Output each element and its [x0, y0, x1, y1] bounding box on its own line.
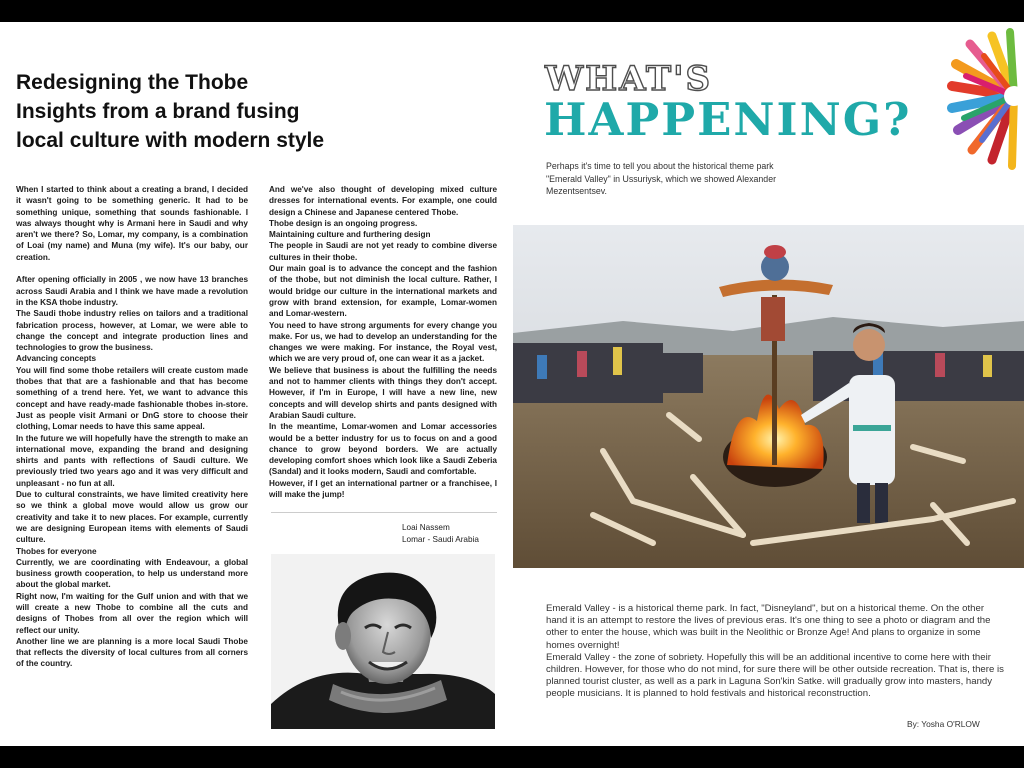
paragraph: Currently, we are coordinating with Endeavour, a global business growth cooperation, to help us understand more about the global market. [16, 557, 248, 590]
festival-illustration [513, 225, 1024, 568]
paragraph: However, if I get an international partner or a franchisee, I will make the jump! [269, 478, 497, 500]
paragraph: Another line we are planning is a more local Saudi Thobe that reflects the diversity of local cultures from all corners of the country. [16, 636, 248, 669]
subheading: Maintaining culture and furthering design [269, 230, 431, 240]
feature-intro: Perhaps it's time to tell you about the historical theme park "Emerald Valley" in Ussuriysk, which we showed Alexander Mezentsentsev. [546, 161, 777, 196]
caption-divider [271, 512, 497, 513]
feature-body [546, 603, 1008, 701]
portrait-illustration [271, 554, 495, 729]
paragraph: After opening officially in 2005 , we now have 13 branches across Saudi Arabia and I think we have made a revolution in the KSA thobe industry. [16, 275, 248, 307]
paragraph: The Saudi thobe industry relies on tailors and a traditional fabrication process, however, at Lomar, we were able to change the concept and integrate production lines and technologies to grow the business. [16, 309, 248, 353]
paragraph: In the meantime, Lomar-women and Lomar accessories would be a better industry for us to focus on and a good chance to grow beyond borders. We are actually developing comfort shoes which look like a Saudi Zeberia (Sandal) and it looks modern, Saudi and comfortable. [269, 422, 497, 477]
paragraph: Due to cultural constraints, we have limited creativity here so we think a global move would allow us grow our creativity and take it to new places. For example, currently we are designing European items with elements of Saudi culture. [16, 490, 248, 545]
article-title-line: Insights from a brand fusing [16, 100, 300, 123]
byline: By: Yosha O'RLOW [907, 719, 980, 729]
festival-photo [513, 225, 1024, 568]
portrait-photo [271, 554, 495, 729]
portrait-caption [402, 522, 479, 546]
paragraph: Thobe design is an ongoing progress. [269, 218, 418, 228]
paragraph: And we've also thought of developing mixed culture dresses for international events. For example, one could design a Chinese and Japanese centered Thobe. [269, 185, 497, 217]
article-title [16, 68, 396, 155]
article-title-line: local culture with modern style [16, 129, 325, 152]
caption-name: Loai Nassem [402, 523, 450, 532]
paragraph: Right now, I'm waiting for the Gulf union and with that we will create a new Thobe to combine all the cuts and designs of Thobes from all over the region which will reflect our unity. [16, 591, 248, 635]
feature-heading-bottom: HAPPENING? [544, 93, 912, 146]
paragraph: Our main goal is to advance the concept and the fashion of the thobe, but not diminish the local culture. Rather, I would bridge our culture in the international markets and grow with brand extension, for example, Lomar-women and Lomar-western. [269, 264, 497, 319]
paragraph: The people in Saudi are not yet ready to combine diverse cultures in their thobe. [269, 241, 497, 262]
magazine-spread [0, 22, 1024, 746]
article-title-line: Redesigning the Thobe [16, 71, 249, 94]
paragraph: In the future we will hopefully have the strength to make an international move, expanding the brand and designing shirts and pants with reflections of Saudi culture. We previously tried two years ago and it was very difficult and unpleasant - no fun at all. [16, 433, 248, 488]
paragraph: When I started to think about a creating a brand, I decided it wasn't going to be something generic. It had to be something unique, something that sounds fashionable. I was always thought why is Armani here in Saudi and why aren't we there? So, Lomar, my company, is a combination of Loai (my name) and Muna (my wife). It's our baby, our creation. [16, 185, 248, 262]
paragraph: Emerald Valley - the zone of sobriety. Hopefully this will be an additional incentive to come here with their children. However, for those who do not mind, for sure there will be other outside recreation. That is, there is planned tourist cluster, as well as a park in Laguna Son'kin Satke. will gradually grow into masters, handy people musicians. It is planned to hold festivals and historical reconstruction. [546, 651, 1004, 700]
paragraph: You will find some thobe retailers will create custom made thobes that that are a fashionable and that has become something of a trend here. Yet, we want to advance this concept and have ready-made fashionable thobes in-store. Just as people visit Armani or DnG store to choose their clothing, Lomar needs to have this same appeal. [16, 365, 248, 432]
article-column-1 [16, 184, 248, 670]
paragraph: Emerald Valley - is a historical theme park. In fact, "Disneyland", but on a historical theme. On the other hand it is an attempt to restore the lives of previous eras. It's one thing to see a photo or diagram and the other to enter the house, which was built in the Neolithic or Bronze Age! And plans to organize in some homes overnight! [546, 603, 991, 651]
caption-role: Lomar - Saudi Arabia [402, 535, 479, 544]
hands-flower-decoration [934, 26, 1024, 202]
subheading: Thobes for everyone [16, 546, 97, 556]
subheading: Advancing concepts [16, 354, 97, 364]
paragraph: We believe that business is about the fulfilling the needs and not to hammer clients with things they don't accept. However, if I'm in Europe, I will have a new line, new concepts and will develop shirts and pants designed with Arabian Saudi culture. [269, 365, 497, 420]
feature-heading-top: WHAT'S [545, 59, 713, 99]
paragraph: You need to have strong arguments for every change you make. For us, we had to develop an understanding for the changes we were making. For instance, the Royal vest, which we are very proud of, one can wear it as a jacket. [269, 320, 497, 364]
article-column-2 [269, 184, 497, 500]
